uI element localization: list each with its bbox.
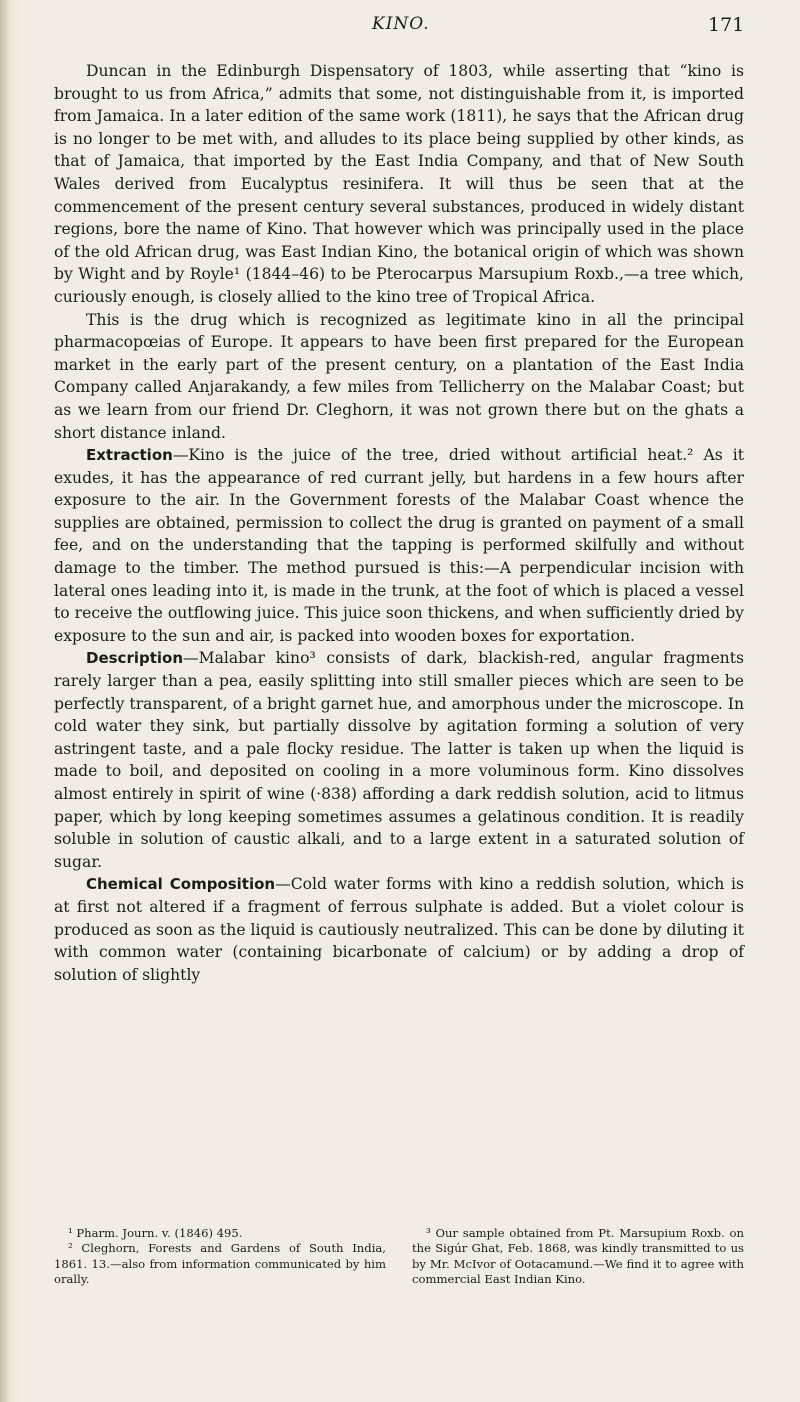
body-text <box>54 60 744 986</box>
section-heading-description: Description <box>86 649 184 668</box>
paragraph-description <box>54 647 744 873</box>
page-header <box>0 14 800 50</box>
paragraph-extraction <box>54 444 744 647</box>
footnote-1: ¹ Pharm. Journ. v. (1846) 495. <box>68 1226 243 1240</box>
section-heading-extraction: Extraction <box>86 446 173 465</box>
page-edge-shadow <box>0 0 22 1402</box>
paragraph-text: —Kino is the juice of the tree, dried without artificial heat.² As it exudes, it has the appearance of red currant jelly, but hardens in a few hours after exposure to the air. In the Government forests of the Malabar Coast whence the supplies are obtained, permission to collect the drug is granted on payment of a small fee, and on the understanding that the tapping is performed skilfully and without damage to the timber. The method pursued is this:—A perpendicular incision with lateral ones leading into it, is made in the trunk, at the foot of which is placed a vessel to receive the outflowing juice. This juice soon thickens, and when sufficiently dried by exposure to the sun and air, is packed into wooden boxes for exportation. <box>54 446 744 645</box>
paragraph-text: This is the drug which is recognized as legitimate kino in all the principal pharmacopœias of Europe. It appears to have been first prepared for the European market in the early part of the present century, on a plantation of the East India Company called Anjarakandy, a few miles from Tellicherry on the Malabar Coast; but as we learn from our friend Dr. Cleghorn, it was not grown there but on the ghats a short distance inland. <box>54 310 744 442</box>
section-heading-chemical-composition: Chemical Composition <box>86 875 276 894</box>
footnotes <box>54 1226 744 1288</box>
paragraph-text: —Cold water forms with kino a reddish solution, which is at first not altered if a fragment of ferrous sulphate is added. But a violet colour is produced as soon as the liquid is cautiously neutralized. This can be done by diluting it with common water (containing bicarbonate of calcium) or by adding a drop of solution of slightly <box>54 875 744 984</box>
footnote-2: ² Cleghorn, Forests and Gardens of South India, 1861. 13.—also from information communicated by him orally. <box>54 1241 386 1287</box>
paragraph-recognition <box>54 309 744 445</box>
footnote-3: ³ Our sample obtained from Pt. Marsupium Roxb. on the Sigúr Ghat, Feb. 1868, was kindly transmitted to us by Mr. McIvor of Ootacamund.—We find it to agree with commercial East Indian Kino. <box>412 1226 744 1287</box>
paragraph-text: —Malabar kino³ consists of dark, blackish-red, angular fragments rarely larger than a pea, easily splitting into still smaller pieces which are seen to be perfectly transparent, of a bright garnet hue, and amorphous under the microscope. In cold water they sink, but partially dissolve by agitation forming a solution of very astringent taste, and a pale flocky residue. The latter is taken up when the liquid is made to boil, and deposited on cooling in a more voluminous form. Kino dissolves almost entirely in spirit of wine (·838) affording a dark reddish solution, acid to litmus paper, which by long keeping sometimes assumes a gelatinous condition. It is readily soluble in solution of caustic alkali, and to a large extent in a saturated solution of sugar. <box>54 649 744 871</box>
paragraph-intro <box>54 60 744 309</box>
page-number: 171 <box>708 14 745 36</box>
paragraph-chemical-composition <box>54 873 744 986</box>
paragraph-text: Duncan in the Edinburgh Dispensatory of 1803, while asserting that “kino is brought to us from Africa,” admits that some, not distinguishable from it, is imported from Jamaica. In a later edition of the same work (1811), he says that the African drug is no longer to be met with, and alludes to its place being supplied by other kinds, as that of Jamaica, that imported by the East India Company, and that of New South Wales derived from Eucalyptus resinifera. It will thus be seen that at the commencement of the present century several substances, produced in widely distant regions, bore the name of Kino. That however which was principally used in the place of the old African drug, was East Indian Kino, the botanical origin of which was shown by Wight and by Royle¹ (1844–46) to be Pterocarpus Marsupium Roxb.,—a tree which, curiously enough, is closely allied to the kino tree of Tropical Africa. <box>54 62 744 306</box>
running-head: KINO. <box>372 14 430 34</box>
